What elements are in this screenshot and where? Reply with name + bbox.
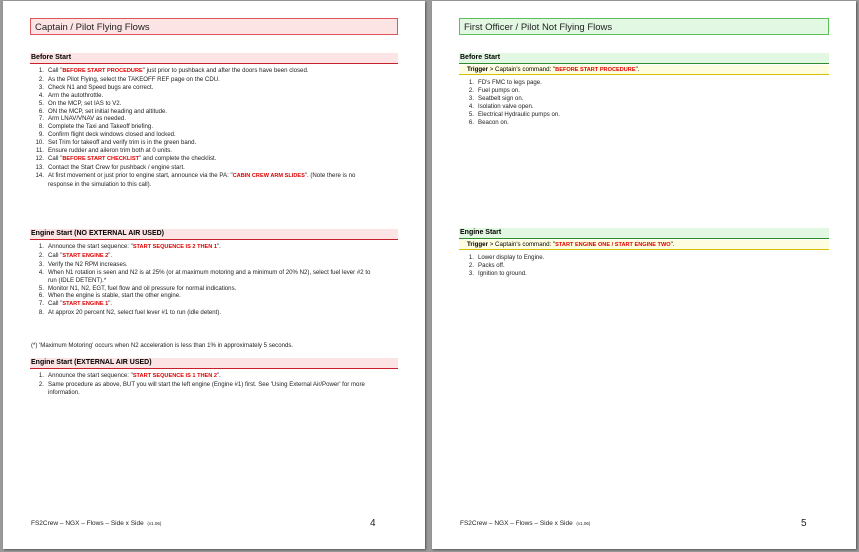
item-number: 3. (468, 94, 474, 102)
item-number: 14. (35, 171, 44, 179)
item-text: Confirm flight deck windows closed and locked. (48, 131, 176, 139)
footer (460, 520, 590, 527)
item-text: Announce the start sequence: " (48, 243, 133, 250)
item-text: ON the MCP, set initial heading and altitude. (48, 107, 168, 115)
list-item (464, 103, 804, 111)
item-number: 2. (38, 251, 44, 259)
item-number: 8. (38, 123, 44, 131)
trigger-label: Trigger (467, 241, 488, 248)
list-item (34, 139, 374, 147)
item-number: 2. (38, 75, 44, 83)
callout-command: START ENGINE 1 (62, 301, 109, 308)
item-number: 9. (38, 131, 44, 139)
item-text: Arm LNAV/VNAV as needed. (48, 115, 127, 123)
trigger-text: > Captain's command: " (487, 241, 556, 248)
item-text: Lower display to Engine. (478, 254, 545, 261)
item-number: 3. (38, 260, 44, 268)
item-number: 3. (38, 83, 44, 91)
item-text: Set Trim for takeoff and verify trim is in the green band. (48, 139, 197, 147)
list-item (464, 254, 804, 262)
trigger-post: ". (670, 241, 675, 248)
item-text: Fuel pumps on. (478, 86, 521, 94)
item-text: Check N1 and Speed bugs are correct. (48, 83, 154, 91)
item-number: 1. (38, 243, 44, 250)
list-item (34, 172, 374, 189)
callout-command: START SEQUENCE IS 1 THEN 2 (132, 373, 217, 379)
list-item (464, 95, 804, 103)
item-text: Contact the Start Crew for pushback / engine start. (48, 163, 185, 171)
list-item (464, 262, 804, 270)
item-text: Isolation valve open. (478, 102, 534, 110)
item-number: 5. (38, 284, 44, 292)
item-text: On the MCP, set IAS to V2. (48, 99, 122, 107)
item-text: Call " (48, 251, 63, 259)
item-number: 4. (38, 91, 44, 99)
item-text: Beacon on. (478, 118, 509, 126)
section-heading-before-start: Before Start (459, 53, 829, 64)
engine-start-air-list (34, 372, 374, 397)
item-text: When the engine is stable, start the other engine. (48, 292, 181, 300)
item-number: 1. (38, 67, 44, 74)
footer-version: (v1.06) (147, 521, 162, 526)
page-title: Captain / Pilot Flying Flows (30, 18, 398, 35)
item-text: When N1 rotation is seen and N2 is at 25% (or at maximum motoring and a minimum of 20% N2), select fuel lever #2 to run (IDLE DETENT).* (48, 268, 371, 284)
engine-start-no-air-list (34, 243, 374, 317)
callout-command: START SEQUENCE IS 2 THEN 1 (132, 244, 217, 250)
page-4 (3, 1, 425, 549)
section-heading-before-start: Before Start (30, 53, 398, 64)
item-text: At approx 20 percent N2, select fuel lever #1 to run (idle detent). (48, 309, 222, 317)
item-text: At first movement or just prior to engine start, announce via the PA: " (48, 171, 233, 179)
before-start-list (34, 67, 374, 189)
item-text: Verify the N2 RPM increases. (48, 260, 128, 268)
item-text: Same procedure as above, BUT you will start the left engine (Engine #1) first. See 'Using External Air/Power' for more information. (48, 380, 365, 396)
callout-command: START ENGINE 2 (62, 252, 109, 259)
item-text: FD's FMC to legs page. (478, 79, 542, 86)
page-number: 4 (370, 518, 376, 529)
list-item (34, 243, 374, 252)
item-text: Call " (48, 300, 63, 308)
list-item (34, 381, 374, 397)
list-item (34, 115, 374, 123)
item-text: Complete the Taxi and Takeoff briefing. (48, 123, 154, 131)
item-number: 7. (38, 115, 44, 123)
item-text-after: " and complete the checklist. (139, 154, 217, 162)
item-number: 2. (38, 380, 44, 388)
item-number: 11. (35, 147, 44, 155)
callout-command: CABIN CREW ARM SLIDES (232, 172, 305, 179)
item-number: 10. (35, 139, 44, 147)
list-item (34, 252, 374, 261)
footer-text: FS2Crew – NGX – Flows – Side x Side (460, 520, 573, 527)
trigger-engine-start (459, 240, 829, 250)
list-item (34, 100, 374, 108)
list-item (34, 76, 374, 84)
item-number: 3. (468, 269, 474, 277)
trigger-before-start (459, 65, 829, 75)
list-item (34, 108, 374, 116)
trigger-command: BEFORE START PROCEDURE (555, 67, 636, 73)
list-item (34, 292, 374, 300)
item-number: 4. (38, 268, 44, 276)
trigger-text: > Captain's command: " (487, 66, 556, 73)
list-item (34, 261, 374, 269)
item-number: 7. (38, 300, 44, 308)
trigger-post: ". (635, 66, 640, 73)
item-text: Call " (48, 67, 63, 74)
item-number: 12. (35, 154, 44, 162)
list-item (34, 67, 374, 76)
item-number: 2. (468, 261, 474, 269)
engine-start-list (464, 254, 804, 278)
item-text-after: ". (108, 300, 113, 308)
list-item (34, 84, 374, 92)
list-item (34, 155, 374, 164)
item-number: 13. (35, 163, 44, 171)
callout-command: BEFORE START CHECKLIST (62, 155, 140, 162)
section-heading-engine-start-air: Engine Start (EXTERNAL AIR USED) (30, 358, 398, 369)
item-number: 1. (468, 79, 474, 86)
item-text: Ensure rudder and aileron trim both at 0 units. (48, 147, 172, 155)
item-number: 5. (468, 110, 474, 118)
item-number: 6. (468, 118, 474, 126)
item-number: 4. (468, 102, 474, 110)
callout-command: BEFORE START PROCEDURE (62, 68, 143, 74)
item-text-after: ". (216, 243, 221, 250)
list-item (464, 79, 804, 87)
list-item (464, 111, 804, 119)
item-number: 6. (38, 107, 44, 115)
trigger-command: START ENGINE ONE / START ENGINE TWO (555, 242, 671, 248)
list-item (34, 372, 374, 381)
list-item (34, 147, 374, 155)
list-item (464, 87, 804, 95)
list-item (34, 92, 374, 100)
item-text-after: ". (108, 251, 113, 259)
footer-version: (v1.06) (576, 521, 591, 526)
section-heading-engine-start: Engine Start (459, 228, 829, 239)
item-text: Ignition to ground. (478, 269, 527, 277)
list-item (34, 309, 374, 317)
item-text-after: ". (216, 372, 221, 379)
item-number: 2. (468, 86, 474, 94)
page-5 (432, 1, 856, 549)
item-text-after: ". (Note there is no response in the simulation to this call). (48, 171, 356, 188)
item-text: Seatbelt sign on. (478, 94, 524, 102)
section-heading-engine-start-no-air: Engine Start (NO EXTERNAL AIR USED) (30, 229, 398, 240)
maximum-motoring-note: (*) 'Maximum Motoring' occurs when N2 acceleration is less than 1% in approximately 5 seconds. (31, 342, 294, 349)
item-text: Arm the autothrottle. (48, 91, 104, 99)
item-number: 1. (38, 372, 44, 379)
item-text: Announce the start sequence: " (48, 372, 133, 379)
item-text: Electrical Hydraulic pumps on. (478, 110, 560, 118)
item-number: 5. (38, 99, 44, 107)
item-text: Call " (48, 154, 63, 162)
list-item (464, 270, 804, 278)
list-item (464, 119, 804, 127)
before-start-list (464, 79, 804, 126)
item-text-after: " just prior to pushback and after the doors have been closed. (142, 67, 309, 74)
item-text: Packs off. (478, 261, 505, 269)
list-item (34, 285, 374, 293)
list-item (34, 269, 374, 285)
item-number: 8. (38, 309, 44, 317)
list-item (34, 300, 374, 309)
page-title: First Officer / Pilot Not Flying Flows (459, 18, 829, 35)
list-item (34, 164, 374, 172)
item-number: 6. (38, 292, 44, 300)
page-number: 5 (801, 518, 807, 529)
list-item (34, 131, 374, 139)
item-text: As the Pilot Flying, select the TAKEOFF REF page on the CDU. (48, 75, 220, 83)
footer (31, 520, 161, 527)
item-text: Monitor N1, N2, EGT, fuel flow and oil pressure for normal indications. (48, 284, 237, 292)
list-item (34, 123, 374, 131)
item-number: 1. (468, 254, 474, 261)
footer-text: FS2Crew – NGX – Flows – Side x Side (31, 520, 144, 527)
trigger-label: Trigger (467, 66, 488, 73)
